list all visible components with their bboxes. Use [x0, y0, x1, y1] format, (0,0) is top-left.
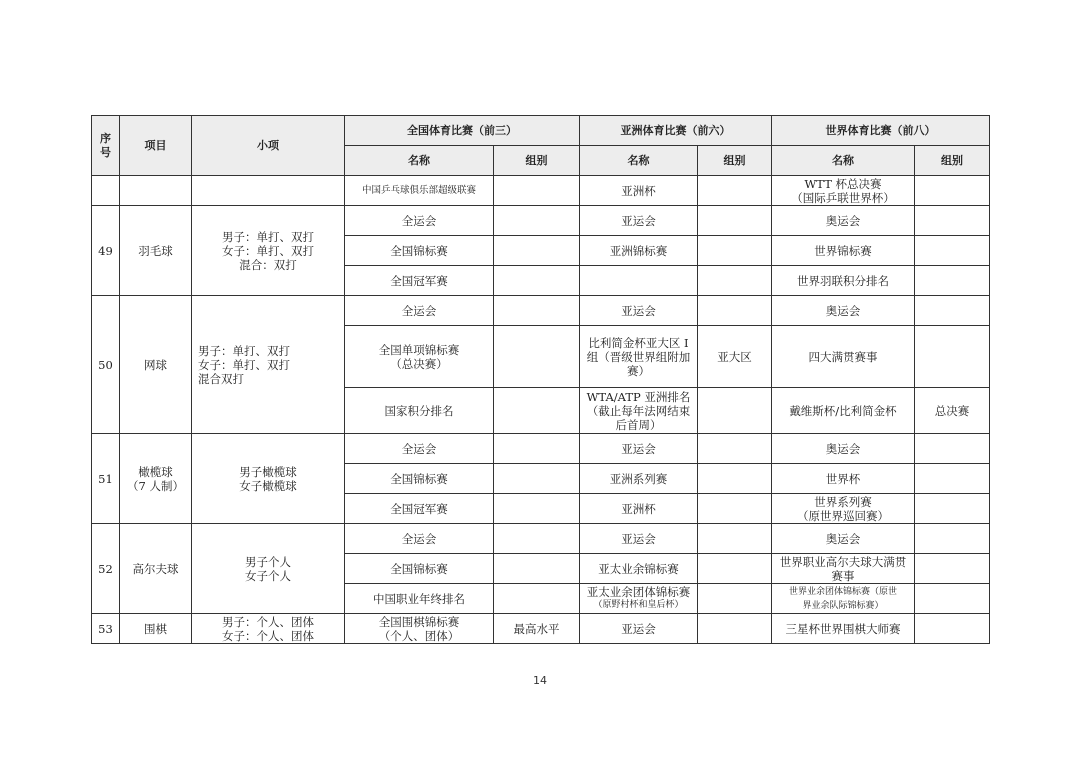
sub-cell	[192, 524, 345, 614]
table-row	[92, 176, 990, 206]
table-row	[92, 614, 990, 644]
national-group-cell	[494, 296, 580, 326]
seq-cell: 53	[92, 614, 120, 644]
item-line: （7 人制）	[127, 478, 184, 493]
world-name-line: 世界系列赛	[814, 494, 872, 509]
header-world-group: 组别	[915, 146, 990, 176]
world-name-line: 世界业余团体锦标赛（原世	[788, 586, 897, 597]
asian-name-line: 组（晋级世界组附加	[586, 349, 691, 364]
header-national: 全国体育比赛（前三）	[345, 116, 580, 146]
asian-group-cell	[698, 236, 772, 266]
national-name-cell: 全运会	[345, 524, 494, 554]
asian-group-cell	[698, 266, 772, 296]
header-asian-group: 组别	[698, 146, 772, 176]
sub-line: 女子个人	[245, 568, 291, 583]
table-row	[92, 296, 990, 326]
asian-name-cell: 亚洲系列赛	[580, 464, 698, 494]
header-national-group: 组别	[494, 146, 580, 176]
world-group-cell	[915, 176, 990, 206]
table-row	[92, 524, 990, 554]
asian-name-cell	[580, 584, 698, 614]
national-name-cell: 全运会	[345, 296, 494, 326]
table-row	[92, 206, 990, 236]
sub-cell	[192, 434, 345, 524]
national-name-cell: 全国冠军赛	[345, 494, 494, 524]
national-name-cell: 全国锦标赛	[345, 464, 494, 494]
world-group-cell	[915, 524, 990, 554]
world-name-line: WTT 杯总决赛	[804, 176, 882, 191]
national-name-cell: 中国职业年终排名	[345, 584, 494, 614]
national-group-cell	[494, 584, 580, 614]
sub-line: 女子：个人、团体	[222, 628, 314, 643]
item-cell: 网球	[120, 296, 192, 434]
header-item: 项目	[120, 116, 192, 176]
world-name-cell: 四大满贯赛事	[772, 326, 915, 388]
sub-line: 女子橄榄球	[239, 478, 297, 493]
world-name-line: 赛事	[831, 568, 855, 583]
national-name-cell	[345, 614, 494, 644]
world-group-cell	[915, 494, 990, 524]
seq-cell: 52	[92, 524, 120, 614]
asian-name-line: （截止每年法网结束	[586, 403, 691, 418]
sub-line: 男子：个人、团体	[222, 614, 314, 629]
asian-group-cell	[698, 524, 772, 554]
asian-name-cell	[580, 388, 698, 434]
asian-group-cell	[698, 176, 772, 206]
sub-line: 男子：单打、双打	[222, 229, 314, 244]
world-name-cell: 奥运会	[772, 524, 915, 554]
world-name-cell	[772, 494, 915, 524]
asian-name-cell	[580, 326, 698, 388]
world-group-cell	[915, 236, 990, 266]
asian-name-cell: 亚太业余锦标赛	[580, 554, 698, 584]
world-group-cell: 总决赛	[915, 388, 990, 434]
item-cell: 高尔夫球	[120, 524, 192, 614]
national-name-line: 全国围棋锦标赛	[378, 614, 460, 629]
national-group-cell	[494, 494, 580, 524]
page-number: 14	[533, 674, 547, 687]
seq-cell: 50	[92, 296, 120, 434]
national-group-cell	[494, 206, 580, 236]
seq-cell: 49	[92, 206, 120, 296]
sub-line: 女子：单打、双打	[222, 243, 314, 258]
national-name-cell: 全运会	[345, 434, 494, 464]
header-world-name: 名称	[772, 146, 915, 176]
header-row-1	[92, 116, 990, 146]
world-group-cell	[915, 326, 990, 388]
national-group-cell	[494, 434, 580, 464]
sub-line: 男子橄榄球	[239, 464, 297, 479]
item-cell: 围棋	[120, 614, 192, 644]
asian-group-cell	[698, 296, 772, 326]
national-group-cell	[494, 388, 580, 434]
seq-cell: 51	[92, 434, 120, 524]
world-name-cell: 奥运会	[772, 434, 915, 464]
item-cell	[120, 176, 192, 206]
national-group-cell	[494, 176, 580, 206]
sub-line: 混合双打	[198, 371, 244, 386]
world-name-cell: 三星杯世界围棋大师赛	[772, 614, 915, 644]
world-name-cell: 戴维斯杯/比利简金杯	[772, 388, 915, 434]
world-group-cell	[915, 614, 990, 644]
national-name-cell: 国家积分排名	[345, 388, 494, 434]
asian-name-cell: 亚运会	[580, 614, 698, 644]
seq-cell	[92, 176, 120, 206]
national-group-cell	[494, 266, 580, 296]
item-line: 橄榄球	[138, 464, 173, 479]
item-cell	[120, 434, 192, 524]
item-cell: 羽毛球	[120, 206, 192, 296]
national-name-cell	[345, 326, 494, 388]
sub-line: 女子：单打、双打	[198, 357, 290, 372]
asian-group-cell	[698, 584, 772, 614]
world-group-cell	[915, 584, 990, 614]
national-group-cell	[494, 554, 580, 584]
sub-line: 男子：单打、双打	[198, 343, 290, 358]
world-name-cell: 世界羽联积分排名	[772, 266, 915, 296]
asian-name-line: 后首周）	[615, 417, 662, 432]
asian-name-line: 比利简金杯亚大区 I	[588, 335, 689, 350]
national-name-cell: 全国锦标赛	[345, 554, 494, 584]
world-name-line: （国际乒联世界杯）	[791, 190, 895, 205]
world-name-cell: 世界杯	[772, 464, 915, 494]
world-name-line: （原世界巡回赛）	[797, 508, 889, 523]
asian-group-cell	[698, 464, 772, 494]
national-group-cell	[494, 464, 580, 494]
world-name-cell: 世界锦标赛	[772, 236, 915, 266]
world-name-cell	[772, 554, 915, 584]
header-sub: 小项	[192, 116, 345, 176]
national-name-cell: 全运会	[345, 206, 494, 236]
asian-group-cell	[698, 614, 772, 644]
national-name-cell: 中国乒乓球俱乐部超级联赛	[345, 176, 494, 206]
header-national-name: 名称	[345, 146, 494, 176]
asian-name-cell: 亚洲杯	[580, 176, 698, 206]
national-name-line: （总决赛）	[390, 356, 448, 371]
national-name-line: （个人、团体）	[378, 628, 460, 643]
sub-cell	[192, 614, 345, 644]
asian-name-cell: 亚洲锦标赛	[580, 236, 698, 266]
asian-name-line: 赛）	[627, 363, 650, 378]
world-name-cell	[772, 584, 915, 614]
asian-group-cell	[698, 388, 772, 434]
asian-name-cell: 亚运会	[580, 296, 698, 326]
asian-name-line: WTA/ATP 亚洲排名	[586, 389, 691, 404]
table-row	[92, 434, 990, 464]
world-group-cell	[915, 266, 990, 296]
world-group-cell	[915, 296, 990, 326]
header-seq: 序 号	[92, 116, 120, 176]
world-group-cell	[915, 464, 990, 494]
world-name-line: 界业余队际锦标赛）	[802, 600, 884, 611]
asian-name-cell: 亚洲杯	[580, 494, 698, 524]
world-name-line: 世界职业高尔夫球大满贯	[779, 554, 907, 569]
sub-cell	[192, 206, 345, 296]
sub-cell	[192, 296, 345, 434]
header-asian: 亚洲体育比赛（前六）	[580, 116, 772, 146]
national-group-cell	[494, 524, 580, 554]
header-asian-name: 名称	[580, 146, 698, 176]
sub-line: 男子个人	[245, 554, 291, 569]
asian-group-cell	[698, 554, 772, 584]
world-group-cell	[915, 206, 990, 236]
asian-group-cell	[698, 206, 772, 236]
asian-group-cell	[698, 494, 772, 524]
asian-name-line: 亚太业余团体锦标赛	[586, 585, 691, 599]
world-name-cell: 奥运会	[772, 296, 915, 326]
national-group-cell: 最高水平	[494, 614, 580, 644]
world-group-cell	[915, 554, 990, 584]
sub-line: 混合：双打	[239, 257, 297, 272]
header-world: 世界体育比赛（前八）	[772, 116, 990, 146]
national-name-line: 全国单项锦标赛	[378, 342, 460, 357]
sub-cell	[192, 176, 345, 206]
national-group-cell	[494, 326, 580, 388]
asian-name-cell: 亚运会	[580, 434, 698, 464]
asian-group-cell	[698, 434, 772, 464]
competition-table	[91, 115, 990, 644]
world-name-cell: 奥运会	[772, 206, 915, 236]
national-name-cell: 全国冠军赛	[345, 266, 494, 296]
asian-name-cell: 亚运会	[580, 206, 698, 236]
national-name-cell: 全国锦标赛	[345, 236, 494, 266]
asian-name-line: （原野村杯和皇后杯）	[593, 600, 684, 610]
national-group-cell	[494, 236, 580, 266]
asian-name-cell	[580, 266, 698, 296]
world-group-cell	[915, 434, 990, 464]
asian-group-cell: 亚大区	[698, 326, 772, 388]
asian-name-cell: 亚运会	[580, 524, 698, 554]
world-name-cell	[772, 176, 915, 206]
